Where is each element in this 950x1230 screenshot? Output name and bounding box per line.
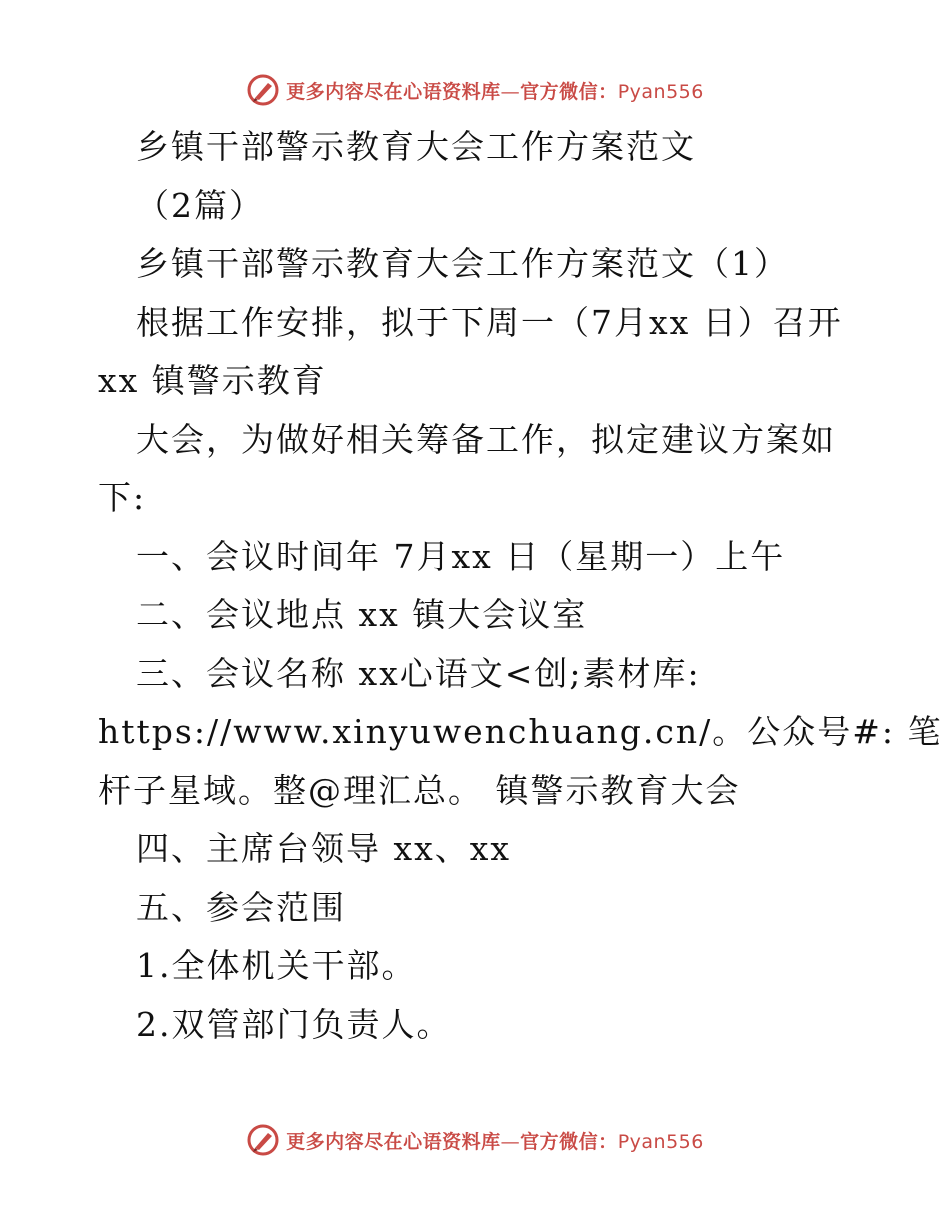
banner-main-text: 更多内容尽在心语资料库: [286, 80, 501, 103]
doc-item-location: 二、会议地点 xx 镇大会议室: [136, 595, 588, 634]
doc-paragraph-line: 根据工作安排，拟于下周一（7月xx 日）召开: [136, 302, 843, 342]
banner-text: [286, 77, 704, 104]
doc-list-item: 2.双管部门负责人。: [136, 1004, 452, 1044]
header-watermark-banner: [0, 70, 950, 110]
doc-paragraph-line: xx 镇警示教育: [98, 361, 327, 400]
doc-item-name-cont: 杆子星域。整@理汇总。 镇警示教育大会: [98, 770, 741, 810]
doc-paragraph-line: 下:: [98, 478, 147, 517]
pen-logo-icon: [246, 1123, 280, 1157]
doc-title-line-1: 乡镇干部警示教育大会工作方案范文: [136, 127, 696, 166]
doc-subtitle: 乡镇干部警示教育大会工作方案范文（1）: [136, 244, 789, 283]
banner-text: [286, 1127, 704, 1154]
document-body: [98, 118, 943, 1054]
banner-dash: —: [500, 80, 521, 103]
banner-dash: —: [500, 1130, 521, 1153]
banner-handle: Pyan556: [617, 80, 704, 103]
banner-sub-text: 官方微信：: [520, 80, 618, 103]
doc-item-name-cont: https://www.xinyuwenchuang.cn/。公众号#: 笔: [98, 712, 943, 751]
doc-item-time: 一、会议时间年 7月xx 日（星期一）上午: [136, 536, 786, 576]
banner-handle: Pyan556: [617, 1130, 704, 1153]
doc-item-leaders: 四、主席台领导 xx、xx: [136, 829, 511, 868]
doc-paragraph-line: 大会，为做好相关筹备工作，拟定建议方案如: [136, 419, 836, 459]
footer-watermark-banner: [0, 1120, 950, 1160]
doc-list-item: 1.全体机关干部。: [136, 946, 417, 985]
doc-item-name: 三、会议名称 xx心语文<创;素材库:: [136, 653, 701, 693]
banner-sub-text: 官方微信：: [520, 1130, 618, 1153]
doc-item-scope: 五、参会范围: [136, 887, 346, 927]
pen-logo-icon: [246, 73, 280, 107]
doc-title-line-2: （2篇）: [136, 185, 264, 225]
banner-main-text: 更多内容尽在心语资料库: [286, 1130, 501, 1153]
